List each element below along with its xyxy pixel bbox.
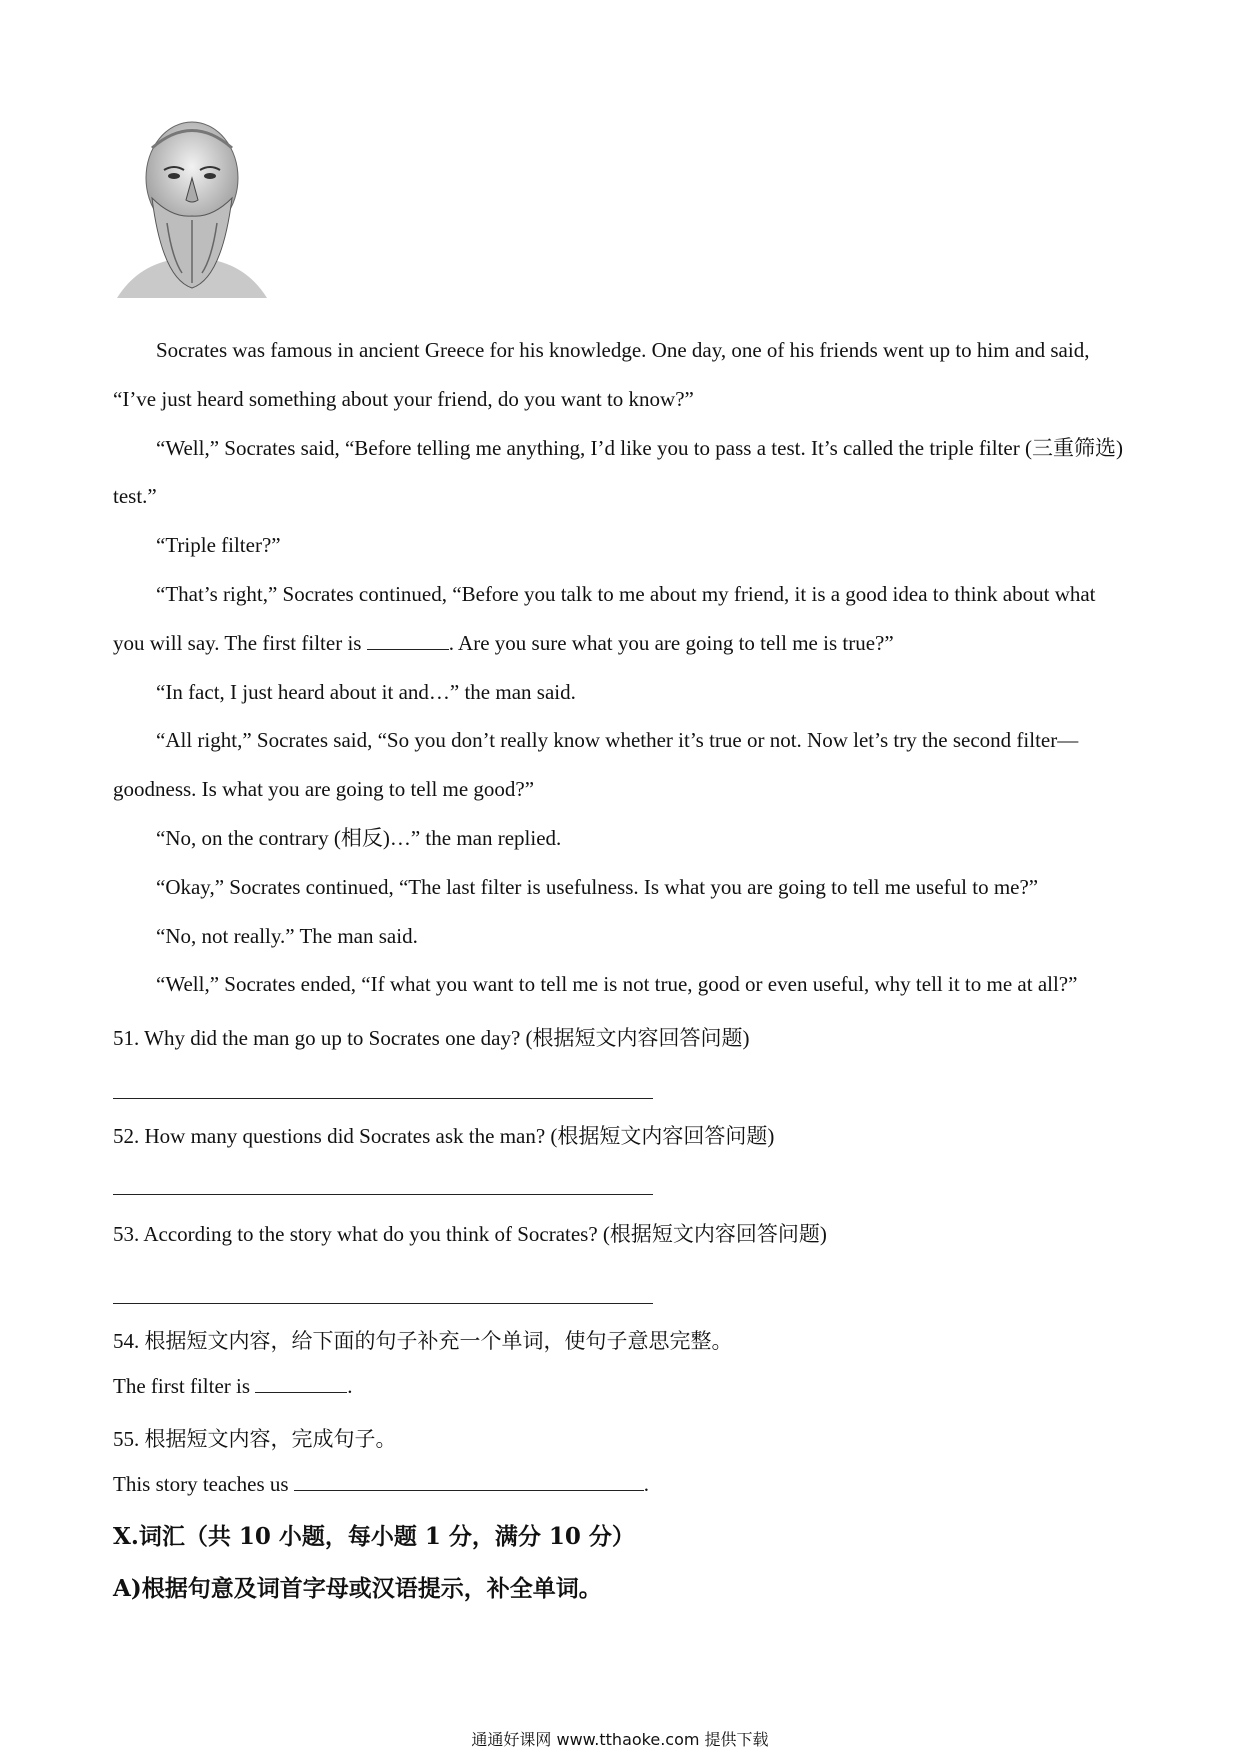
passage-paragraph: Socrates was famous in ancient Greece for his knowledge. One day, one of his friends went up to him and said, “I’ve just heard something about your friend, do you want to know?”	[113, 338, 1090, 411]
answer-line-51[interactable]	[113, 1098, 653, 1099]
passage-paragraph: “Well,” Socrates ended, “If what you want to tell me is not true, good or even useful, why tell it to me at all?”	[156, 972, 1078, 997]
question-52: 52. How many questions did Socrates ask the man? (根据短文内容回答问题)	[113, 1124, 775, 1148]
passage-paragraph	[113, 570, 1123, 668]
reading-passage	[113, 326, 1123, 1009]
passage-paragraph: “No, not really.” The man said.	[156, 923, 418, 948]
question-53: 53. According to the story what do you think of Socrates? (根据短文内容回答问题)	[113, 1222, 827, 1246]
question-51: 51. Why did the man go up to Socrates one day? (根据短文内容回答问题)	[113, 1026, 750, 1050]
passage-text: “That’s right,” Socrates continued, “Before you talk to me about my friend, it is a good idea to think about what you will say. The first filter is	[113, 581, 1096, 655]
passage-paragraph: “Well,” Socrates said, “Before telling me anything, I’d like you to pass a test. It’s called the triple filter (三重筛选) test.”	[113, 435, 1123, 509]
fill-in-blank[interactable]	[255, 1374, 347, 1393]
socrates-bust-image	[112, 108, 272, 308]
sentence-text: .	[347, 1374, 353, 1398]
sentence-text: This story teaches us	[113, 1472, 294, 1496]
passage-paragraph: “No, on the contrary (相反)…” the man replied.	[156, 825, 562, 850]
question-54: 54. 根据短文内容，给下面的句子补充一个单词，使句子意思完整。	[113, 1329, 733, 1353]
passage-paragraph: “In fact, I just heard about it and…” the man said.	[156, 679, 576, 704]
page-footer: 通通好课网 www.tthaoke.com 提供下载	[471, 1730, 769, 1749]
sentence-text: The first filter is	[113, 1374, 256, 1398]
answer-line-53[interactable]	[113, 1303, 653, 1304]
sentence-text: .	[643, 1472, 650, 1496]
passage-paragraph: “Triple filter?”	[156, 533, 281, 558]
question-54-sentence	[113, 1374, 353, 1399]
fill-in-blank[interactable]	[367, 631, 449, 650]
section-heading: Ⅹ.词汇（共 10 小题，每小题 1 分，满分 10 分）	[113, 1523, 635, 1550]
passage-text: . Are you sure what you are going to tell me is true?”	[448, 630, 894, 655]
answer-line-52[interactable]	[113, 1194, 653, 1195]
section-subheading: A)根据句意及词首字母或汉语提示，补全单词。	[113, 1575, 602, 1602]
fill-in-blank[interactable]	[294, 1472, 644, 1491]
passage-paragraph: “All right,” Socrates said, “So you don’t really know whether it’s true or not. Now let’s try the second filter—goodness. Is what you are going to tell me good?”	[113, 728, 1079, 802]
question-55: 55. 根据短文内容，完成句子。	[113, 1427, 397, 1451]
question-55-sentence	[113, 1472, 649, 1497]
passage-paragraph: “Okay,” Socrates continued, “The last filter is usefulness. Is what you are going to tell me useful to me?”	[156, 874, 1039, 899]
